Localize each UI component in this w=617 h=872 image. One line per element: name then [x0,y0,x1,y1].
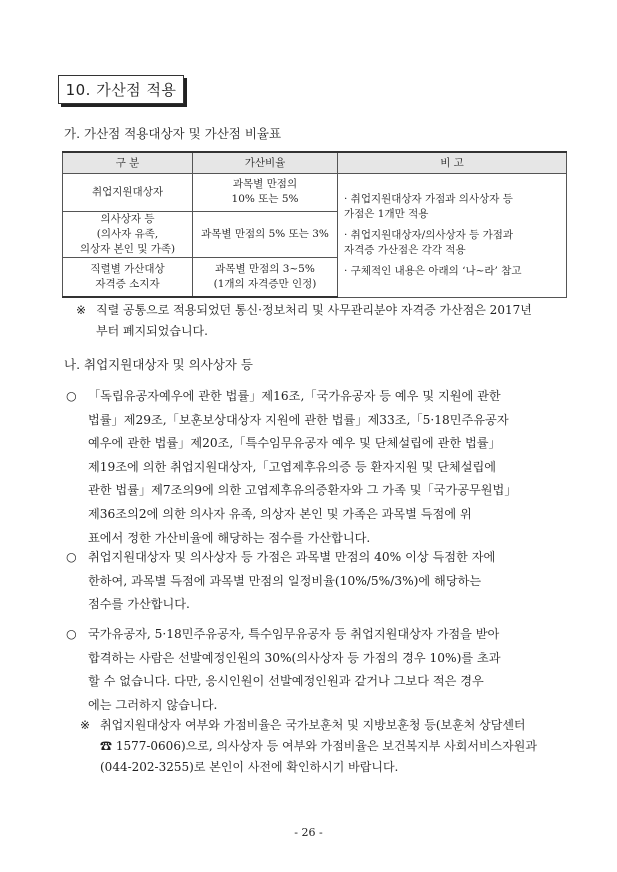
table-row [63,173,567,211]
table-header-row [63,152,567,173]
remark-note: ※ 직렬 공통으로 적용되었던 통신·정보처리 및 사무관리분야 자격증 가산점은 2017년 부터 폐지되었습니다. [76,300,532,342]
bonus-rate-table [62,151,567,298]
subsection-title-a: 가. 가산점 적용대상자 및 가산점 비율표 [64,126,282,141]
table-header-cell: 구 분 [63,152,193,173]
category-cell: 직렬별 가산대상 자격증 소지자 [63,257,193,297]
table-header-cell: 비 고 [338,152,567,173]
category-cell: 취업지원대상자 [63,173,193,211]
rate-cell: 과목별 만점의 10% 또는 5% [193,173,338,211]
circle-bullet-icon: ○ [66,627,77,641]
circle-bullet-icon: ○ [66,389,77,403]
page-number: - 26 - [294,826,323,839]
table-header-cell: 가산비율 [193,152,338,173]
subsection-title-b: 나. 취업지원대상자 및 의사상자 등 [64,357,253,372]
circle-bullet-icon: ○ [66,550,77,564]
rate-cell: 과목별 만점의 3~5% (1개의 자격증만 인정) [193,257,338,297]
category-cell: 의사상자 등 (의사자 유족, 의상자 본인 및 가족) [63,211,193,257]
notes-cell: · 취업지원대상자 가점과 의사상자 등 가점은 1개만 적용 · 취업지원대상자/의사상자 등 가점과 자격증 가산점은 각각 적용 · 구체적인 내용은 아래의 ‘나~라’ 참고 [338,173,567,297]
paragraph-quota-limit: ○ 국가유공자, 5·18민주유공자, 특수임무유공자 등 취업지원대상자 가점을 받아 합격하는 사람은 선발예정인원의 30%(의사상자 등 가점의 경우 10%)를 초과 할 수 없습니다. 다만, 응시인원이 선발예정인원과 같거나 그보다 적은 경우 에는 그러하지 않습니다. [66,623,566,717]
section-title: 10. 가산점 적용 [58,75,184,104]
rate-cell: 과목별 만점의 5% 또는 3% [193,211,338,257]
paragraph-score-condition: ○ 취업지원대상자 및 의사상자 등 가점은 과목별 만점의 40% 이상 득점한 자에 한하여, 과목별 득점에 과목별 만점의 일정비율(10%/5%/3%)에 해당하는 점수를 가산합니다. [66,546,566,617]
remark-contact: ※ 취업지원대상자 여부와 가점비율은 국가보훈처 및 지방보훈청 등(보훈처 상담센터 ☎ 1577-0606)으로, 의사상자 등 여부와 가점비율은 보건복지부 사회서비스자원과 (044-202-3255)로 본인이 사전에 확인하시기 바랍니다. [80,715,537,778]
paragraph-law-basis: ○ 「독립유공자예우에 관한 법률」제16조,「국가유공자 등 예우 및 지원에 관한 법률」제29조,「보훈보상대상자 지원에 관한 법률」제33조,「5·18민주유공자 예우에 관한 법률」제20조,「특수임무유공자 예우 및 단체설립에 관한 법률」 제19조에 의한 취업지원대상자,「고엽제후유의증 등 환자지원 및 단체설립에 관한 법률」제7조의9에 의한 고엽제후유의증환자와 그 가족 및「국가공무원법」 제36조의2에 의한 의사자 유족, 의상자 본인 및 가족은 과목별 득점에 위 표에서 정한 가산비율에 해당하는 점수를 가산합니다. [66,385,566,550]
reference-mark: ※ [80,718,91,732]
reference-mark: ※ [76,303,87,317]
